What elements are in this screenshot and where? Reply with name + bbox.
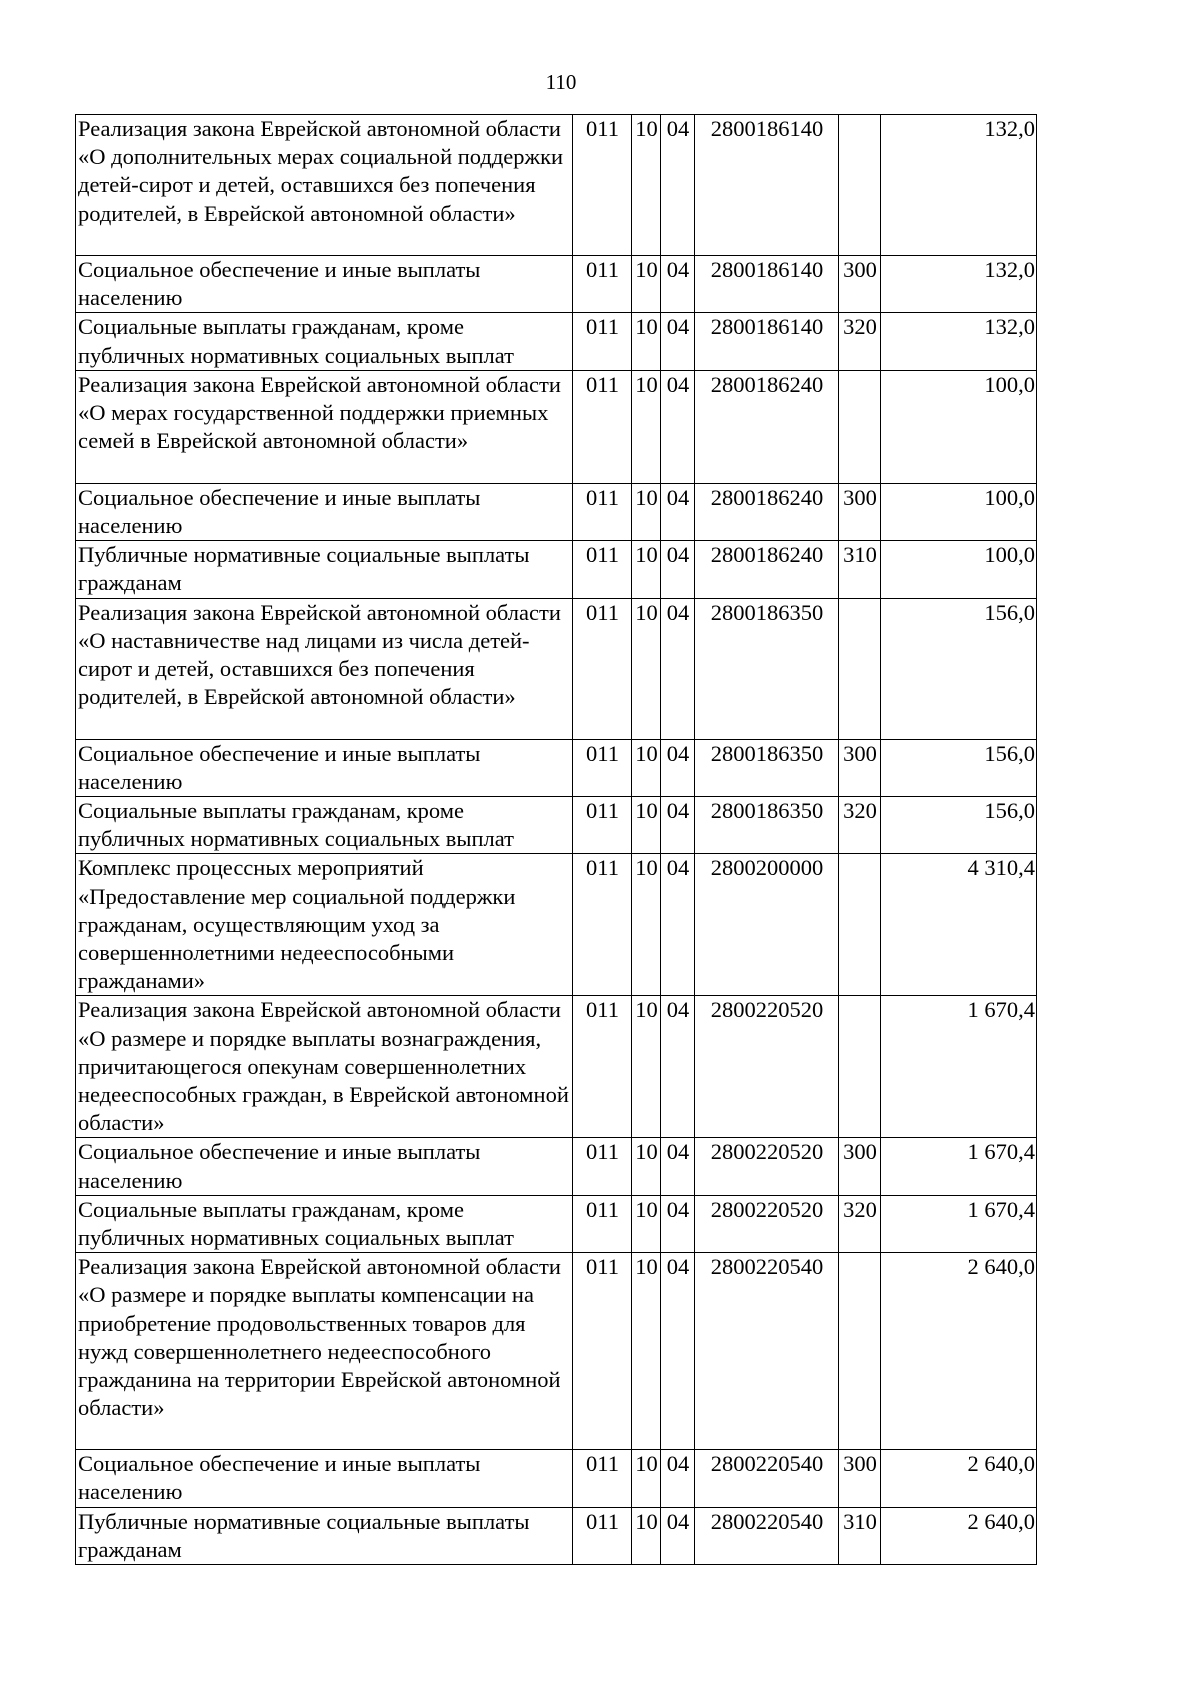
row-amount: 132,0 [881,115,1037,256]
row-name: Социальное обеспечение и иные выплаты населению [76,1138,573,1195]
row-amount: 100,0 [881,483,1037,540]
row-subsection-code: 04 [661,115,695,256]
budget-table [75,114,1037,1565]
row-name: Социальные выплаты гражданам, кроме публичных нормативных социальных выплат [76,313,573,370]
row-target-article: 2800186350 [695,598,839,739]
row-name: Публичные нормативные социальные выплаты гражданам [76,541,573,598]
table-row [76,598,1037,739]
row-amount: 156,0 [881,598,1037,739]
row-ministry-code: 011 [573,797,632,854]
row-section-code: 10 [632,996,661,1138]
row-subsection-code: 04 [661,370,695,483]
row-name: Социальное обеспечение и иные выплаты населению [76,1450,573,1507]
row-name: Социальное обеспечение и иные выплаты населению [76,739,573,796]
row-section-code: 10 [632,598,661,739]
row-expense-type: 320 [839,797,881,854]
row-name: Социальное обеспечение и иные выплаты населению [76,483,573,540]
row-subsection-code: 04 [661,313,695,370]
row-section-code: 10 [632,541,661,598]
row-expense-type [839,1253,881,1450]
table-row [76,797,1037,854]
table-row [76,1507,1037,1564]
row-target-article: 2800186240 [695,541,839,598]
row-target-article: 2800186140 [695,313,839,370]
row-subsection-code: 04 [661,541,695,598]
row-name: Комплекс процессных мероприятий «Предоставление мер социальной поддержки гражданам, осуществляющим уход за совершеннолетними недееспособными гражданами» [76,854,573,996]
row-ministry-code: 011 [573,541,632,598]
row-subsection-code: 04 [661,996,695,1138]
row-name: Реализация закона Еврейской автономной области «О наставничестве над лицами из числа детей-сирот и детей, оставшихся без попечения родителей, в Еврейской автономной области» [76,598,573,739]
table-row [76,370,1037,483]
table-row [76,541,1037,598]
row-name: Социальные выплаты гражданам, кроме публичных нормативных социальных выплат [76,1195,573,1252]
row-amount: 4 310,4 [881,854,1037,996]
row-ministry-code: 011 [573,1507,632,1564]
row-expense-type: 320 [839,1195,881,1252]
row-subsection-code: 04 [661,797,695,854]
row-ministry-code: 011 [573,483,632,540]
table-row [76,1195,1037,1252]
table-row [76,1138,1037,1195]
row-ministry-code: 011 [573,854,632,996]
row-expense-type [839,115,881,256]
row-expense-type: 300 [839,1450,881,1507]
row-expense-type: 300 [839,483,881,540]
row-target-article: 2800220540 [695,1253,839,1450]
row-expense-type: 310 [839,541,881,598]
table-row [76,1253,1037,1450]
row-amount: 1 670,4 [881,1138,1037,1195]
row-subsection-code: 04 [661,1253,695,1450]
row-section-code: 10 [632,115,661,256]
row-section-code: 10 [632,797,661,854]
row-section-code: 10 [632,313,661,370]
row-expense-type: 320 [839,313,881,370]
row-subsection-code: 04 [661,1507,695,1564]
row-ministry-code: 011 [573,1253,632,1450]
row-ministry-code: 011 [573,256,632,313]
row-section-code: 10 [632,483,661,540]
row-target-article: 2800186350 [695,797,839,854]
row-name: Реализация закона Еврейской автономной области «О размере и порядке выплаты компенсации на приобретение продовольственных товаров для нужд совершеннолетнего недееспособного гражданина на территории Еврейской автономной области» [76,1253,573,1450]
row-amount: 2 640,0 [881,1253,1037,1450]
row-ministry-code: 011 [573,370,632,483]
table-row [76,739,1037,796]
row-name: Публичные нормативные социальные выплаты гражданам [76,1507,573,1564]
row-target-article: 2800186350 [695,739,839,796]
row-amount: 1 670,4 [881,996,1037,1138]
row-target-article: 2800186240 [695,370,839,483]
row-subsection-code: 04 [661,1450,695,1507]
row-amount: 100,0 [881,370,1037,483]
row-name: Реализация закона Еврейской автономной области «О размере и порядке выплаты вознаграждения, причитающегося опекунам совершеннолетних недееспособных граждан, в Еврейской автономной области» [76,996,573,1138]
table-row [76,483,1037,540]
row-target-article: 2800220520 [695,996,839,1138]
row-section-code: 10 [632,1253,661,1450]
row-expense-type: 300 [839,1138,881,1195]
row-ministry-code: 011 [573,996,632,1138]
row-target-article: 2800186140 [695,256,839,313]
row-ministry-code: 011 [573,598,632,739]
row-section-code: 10 [632,1450,661,1507]
row-section-code: 10 [632,854,661,996]
table-row [76,854,1037,996]
row-subsection-code: 04 [661,854,695,996]
row-amount: 156,0 [881,739,1037,796]
row-name: Социальное обеспечение и иные выплаты населению [76,256,573,313]
row-target-article: 2800220540 [695,1450,839,1507]
row-section-code: 10 [632,1195,661,1252]
row-ministry-code: 011 [573,313,632,370]
row-target-article: 2800200000 [695,854,839,996]
row-target-article: 2800220520 [695,1195,839,1252]
table-row [76,1450,1037,1507]
row-target-article: 2800186140 [695,115,839,256]
row-subsection-code: 04 [661,1195,695,1252]
row-amount: 132,0 [881,256,1037,313]
row-name: Реализация закона Еврейской автономной области «О мерах государственной поддержки приемных семей в Еврейской автономной области» [76,370,573,483]
table-row [76,996,1037,1138]
table-row [76,313,1037,370]
table-row [76,256,1037,313]
row-expense-type: 300 [839,256,881,313]
row-subsection-code: 04 [661,256,695,313]
row-amount: 100,0 [881,541,1037,598]
row-expense-type: 300 [839,739,881,796]
row-amount: 2 640,0 [881,1507,1037,1564]
row-target-article: 2800186240 [695,483,839,540]
row-subsection-code: 04 [661,483,695,540]
row-amount: 2 640,0 [881,1450,1037,1507]
row-section-code: 10 [632,256,661,313]
row-section-code: 10 [632,739,661,796]
row-section-code: 10 [632,1138,661,1195]
row-expense-type [839,854,881,996]
row-expense-type [839,598,881,739]
row-name: Реализация закона Еврейской автономной области «О дополнительных мерах социальной поддержки детей-сирот и детей, оставшихся без попечения родителей, в Еврейской автономной области» [76,115,573,256]
row-subsection-code: 04 [661,1138,695,1195]
row-section-code: 10 [632,370,661,483]
row-expense-type [839,996,881,1138]
row-ministry-code: 011 [573,1138,632,1195]
row-target-article: 2800220540 [695,1507,839,1564]
row-name: Социальные выплаты гражданам, кроме публичных нормативных социальных выплат [76,797,573,854]
table-row [76,115,1037,256]
row-ministry-code: 011 [573,1450,632,1507]
row-amount: 156,0 [881,797,1037,854]
row-subsection-code: 04 [661,739,695,796]
row-expense-type [839,370,881,483]
row-section-code: 10 [632,1507,661,1564]
row-amount: 1 670,4 [881,1195,1037,1252]
row-amount: 132,0 [881,313,1037,370]
page-number: 110 [545,70,577,94]
row-target-article: 2800220520 [695,1138,839,1195]
row-ministry-code: 011 [573,1195,632,1252]
row-expense-type: 310 [839,1507,881,1564]
row-ministry-code: 011 [573,739,632,796]
row-ministry-code: 011 [573,115,632,256]
row-subsection-code: 04 [661,598,695,739]
